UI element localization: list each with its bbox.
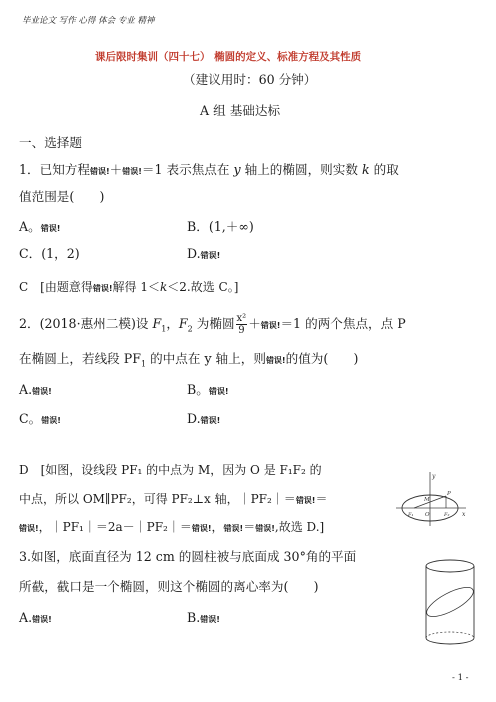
error-placeholder: 错误! [208,387,229,396]
solution-eq: ＝ [315,492,328,506]
solution-text: ,故选 D.] [274,520,325,534]
question-3-line-2: 所截，截口是一个椭圆，则这个椭圆的离心率为( ) [19,579,319,594]
cylinder-figure [420,556,480,650]
error-placeholder: 错误! [32,387,52,396]
q2-solution-line-1: D [如图，设线段 PF₁ 的中点为 M，因为 O 是 F₁F₂ 的 [19,463,322,477]
cylinder-bottom-back [426,632,474,638]
option-label: B。 [187,382,209,397]
option-label: B. [187,610,201,625]
q1-option-c: C．(1，2) [19,246,80,261]
question-1-line-2: 值范围是( ) [19,189,105,204]
q1-tail: 的取 [369,162,399,177]
solution-text: ，｜PF₁｜＝2a－｜PF₂｜＝ [38,520,192,534]
q2-option-a [19,382,52,400]
q2-line2-a: 在椭圆上，若线段 PF [19,351,141,366]
error-placeholder: 错误! [260,321,281,330]
cylinder-bottom-front [426,638,474,644]
option-label: A. [19,382,33,397]
q2-line2-c: 的值为( ) [285,351,359,366]
answer-text: ＜2.故选 C。] [167,280,239,294]
q3-option-b [187,610,220,628]
error-placeholder: 错误! [89,167,110,176]
q3-option-a [19,610,52,628]
question-1-line-1 [19,162,399,180]
solution-text: ， [211,520,224,534]
error-placeholder: 错误! [200,615,220,624]
question-2-line-2 [19,351,358,373]
option-label: A. [19,610,33,625]
error-placeholder: 错误! [191,524,212,533]
f1-sub: 1 [161,324,167,334]
option-label: D. [187,246,201,261]
q2-solution-line-2 [19,490,327,507]
suggested-time: （建议用时：60 分钟） [183,72,317,87]
q2-line2-b: 的中点在 y 轴上，则 [146,351,266,366]
q1-mid2: 轴上的椭圆，则实数 [240,162,362,177]
option-label: A。 [19,219,41,234]
q2-option-d [187,411,220,429]
error-placeholder: 错误! [41,416,61,425]
q1-mid: ＝1 表示焦点在 [141,162,234,177]
f2-sub: 2 [187,324,193,334]
error-placeholder: 错误! [200,416,221,425]
label-y: y [432,473,436,480]
error-placeholder: 错误! [200,251,221,260]
answer-text: 解得 1＜ [112,280,160,294]
question-2-line-1 [19,313,406,338]
error-placeholder: 错误! [255,524,275,533]
q2-option-b [187,382,229,400]
label-o: O [425,512,430,518]
f2: F [178,316,188,331]
q1-option-b: B．(1,＋∞) [187,219,254,234]
answer-text: C [由题意得 [19,280,93,294]
q2-comma: ， [166,316,179,331]
q1-option-d [187,246,220,264]
fraction-numerator: x² [236,313,247,324]
header-motto: 毕业论文 写作 心得 体会 专业 精神 [22,16,155,26]
q1-y: y [233,162,241,177]
group-a-heading: A 组 基础达标 [200,103,281,118]
option-label: C。 [19,411,42,426]
q1-k: k [361,162,370,177]
q1-prefix: 1．已知方程 [19,162,90,177]
pf1-sub: 1 [140,359,147,369]
error-placeholder: 错误! [223,524,244,533]
error-placeholder: 错误! [295,496,316,505]
solution-text: 中点，所以 OM∥PF₂，可得 PF₂⊥x 轴，｜PF₂｜＝ [19,492,296,506]
cut-ellipse [423,582,477,622]
fraction [236,313,248,336]
q1-answer [19,278,238,295]
ellipse-figure [392,470,470,528]
page-title: 课后限时集训（四十七） 椭圆的定义、标准方程及其性质 [95,51,362,63]
q2-solution-line-3 [19,518,324,535]
error-placeholder: 错误! [92,284,113,293]
q2-tail: ＝1 的两个焦点，点 P [280,316,406,331]
error-placeholder: 错误! [265,356,286,365]
answer-k: k [159,280,168,294]
label-f1: F₁ [408,512,414,518]
option-label: D. [187,411,201,426]
f1: F [152,316,162,331]
question-3-line-1: 3.如图，底面直径为 12 cm 的圆柱被与底面成 30°角的平面 [19,549,357,564]
error-placeholder: 错误! [32,615,52,624]
q2-plus: ＋ [248,316,261,331]
q1-option-a [19,219,60,237]
section-heading: 一、选择题 [19,135,82,150]
cylinder-top [426,560,474,572]
label-x: x [462,511,466,518]
page-number: - 1 - [452,673,469,683]
error-placeholder: 错误! [40,224,61,233]
q2-option-c [19,411,61,429]
error-placeholder: 错误! [19,524,39,533]
q2-prefix: 2．(2018·惠州二模)设 [19,316,153,331]
fraction-denominator: 9 [238,325,245,336]
label-f2: F₂ [444,512,450,518]
q1-plus: ＋ [109,162,123,177]
solution-text: ＝ [243,520,256,534]
label-m: M [424,497,430,503]
error-placeholder: 错误! [122,167,142,176]
q2-mid: 为椭圆 [192,316,235,331]
label-p: P [447,491,451,497]
